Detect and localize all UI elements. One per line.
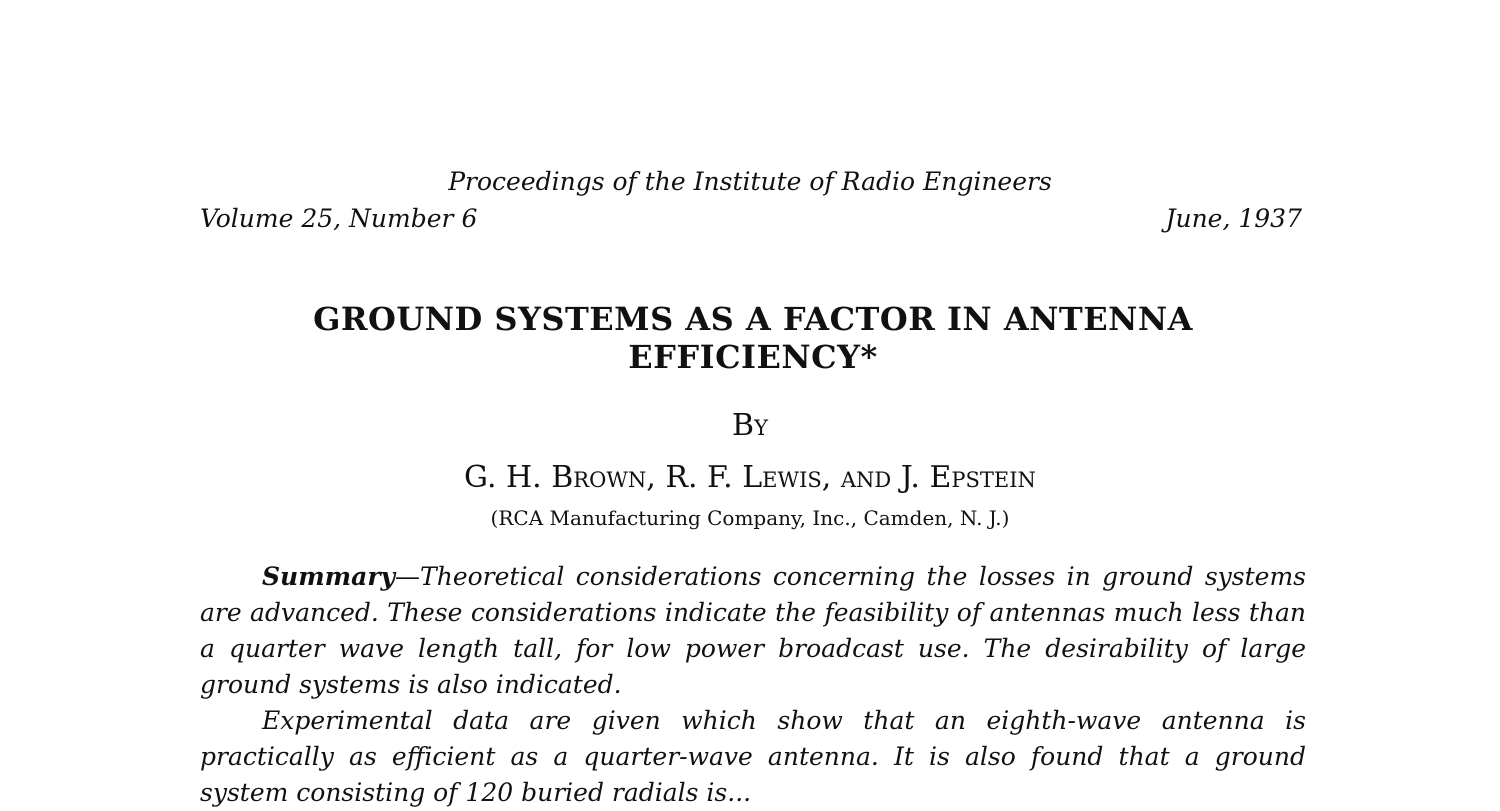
byline-label: By (732, 408, 768, 443)
article-title: GROUND SYSTEMS AS A FACTOR IN ANTENNA EFFICIENCY* (313, 300, 1193, 376)
abstract-paragraph-1 (200, 559, 1306, 703)
volume-number: Volume 25, Number 6 (200, 204, 478, 233)
summary-label: Summary (262, 562, 396, 591)
publication-date: June, 1937 (1165, 204, 1302, 233)
abstract (200, 559, 1306, 811)
author-list: G. H. Brown, R. F. Lewis, and J. Epstein (464, 460, 1036, 495)
abstract-paragraph-2: Experimental data are given which show that an eighth-wave antenna is practically as efficient as a quarter-wave antenna. It is also found that a ground system consisting of 120 buried radials is... (200, 706, 1306, 807)
journal-name: Proceedings of the Institute of Radio Engineers (448, 167, 1052, 196)
abstract-text-1: —Theoretical considerations concerning the losses in ground systems are advanced. These considerations indicate the feasibility of antennas much less than a quarter wave length tall, for low power broadcast use. The desirability of large ground systems is also indicated. (200, 562, 1306, 699)
author-affiliation: (RCA Manufacturing Company, Inc., Camden, N. J.) (490, 506, 1010, 530)
